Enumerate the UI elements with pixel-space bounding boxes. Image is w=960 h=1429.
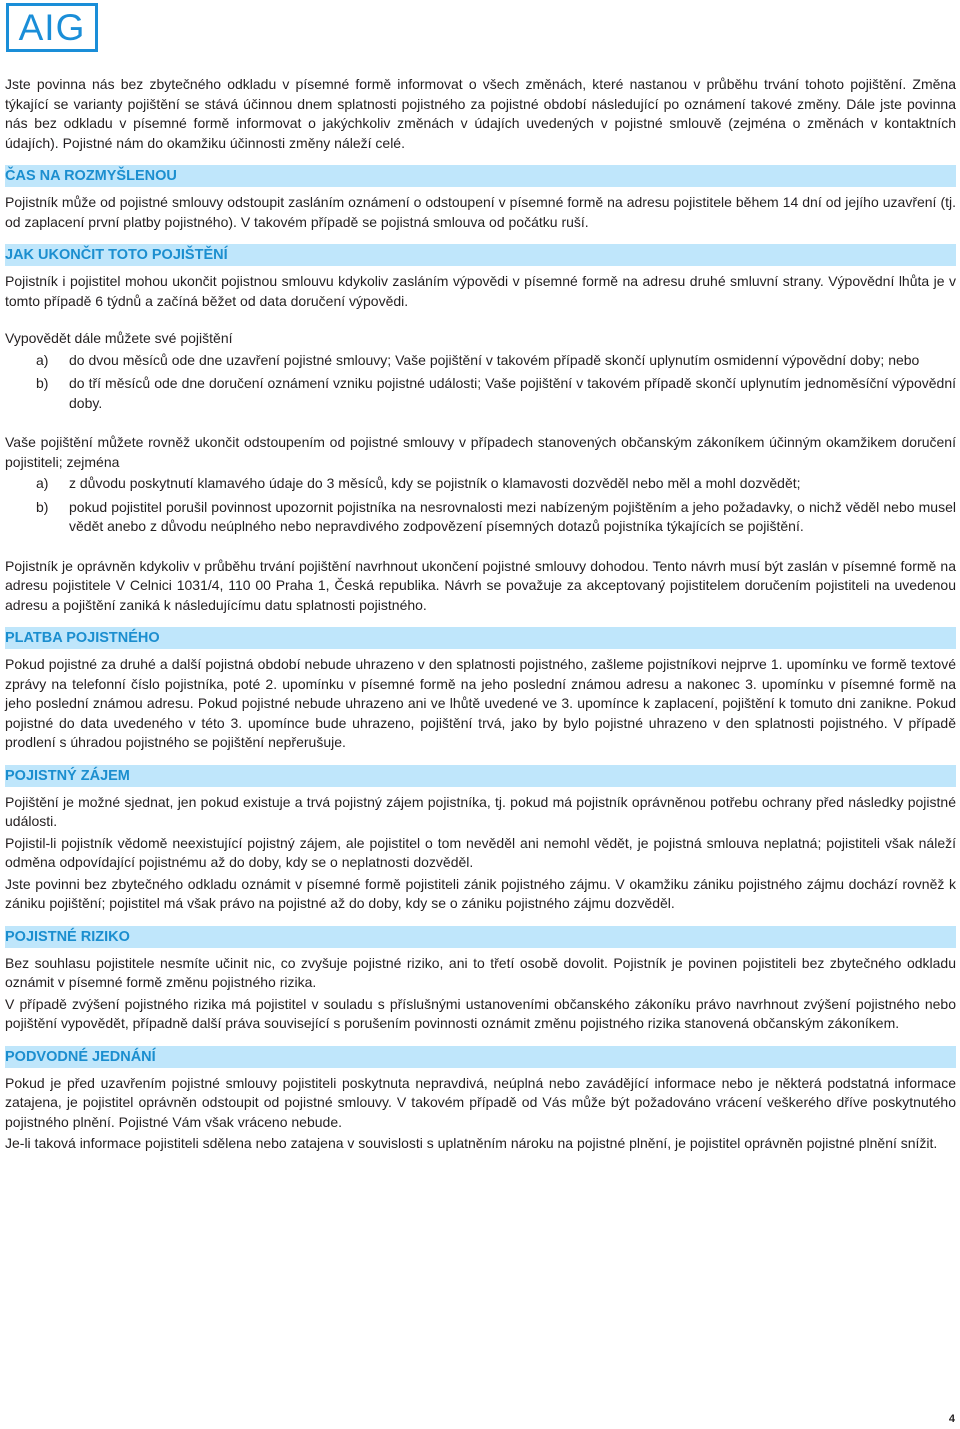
paragraph: Je-li taková informace pojistiteli sdělena nebo zatajena v souvislosti s uplatněním nároku na pojistné plnění, je pojistitel oprávněn pojistné plnění snížit. xyxy=(5,1135,938,1151)
list-item-text: do tří měsíců ode dne doručení oznámení vzniku pojistné události; Vaše pojištění v takovém případě skončí uplynutím jednoměsíční výpovědní doby. xyxy=(69,375,956,411)
list-item xyxy=(5,374,956,413)
section-heading-platba-pojistneho: PLATBA POJISTNÉHO xyxy=(5,627,956,649)
section-heading-pojistne-riziko: POJISTNÉ RIZIKO xyxy=(5,926,956,948)
spacer xyxy=(5,313,956,329)
document-body xyxy=(5,75,956,1156)
paragraph: Pojištění je možné sjednat, jen pokud existuje a trvá pojistný zájem pojistníka, tj. pokud má pojistník oprávněnou potřebu ochrany před následky pojistné události. xyxy=(5,793,956,829)
page-number: 4 xyxy=(948,1413,955,1425)
section-heading-podvodne-jednani: PODVODNÉ JEDNÁNÍ xyxy=(5,1046,956,1068)
paragraph: Pokud pojistné za druhé a další pojistná období nebude uhrazeno v den splatnosti pojistného, zašleme pojistníkovi nejprve 1. upomínku ve formě textové zprávy na telefonní číslo pojistníka, poté 2. upomínku v písemné formě na jeho poslední známou adresu a nakonec 3. upomínku v písemné formě na jeho poslední známou adresu. Pokud pojistné nebude uhrazeno ani ve lhůtě uvedené ve 3. upomínce k zaplacení, pojištění k tomuto dni zanikne. Pokud pojistné do data uvedeného v této 3. upomínce bude uhrazeno, pojištění trvá, jako by bylo pojistné uhrazeno v den splatnosti pojistného. V případě prodlení s úhradou pojistného se pojištění nepřerušuje. xyxy=(5,656,956,750)
paragraph: Vypovědět dále můžete své pojištění xyxy=(5,330,233,346)
spacer xyxy=(5,541,956,557)
paragraph: Pojistil-li pojistník vědomě neexistující pojistný zájem, ale pojistitel o tom nevěděl ani nemohl vědět, je pojistná smlouva neplatná; pojistiteli však náleží odměna odpovídající pojistnému až do doby, kdy se o neplatnosti dozvěděl. xyxy=(5,834,956,870)
paragraph: Pojistník je oprávněn kdykoliv v průběhu trvání pojištění navrhnout ukončení pojistné smlouvy dohodou. Tento návrh musí být zaslán v písemné formě na adresu pojistitele V Celnici 1031/4, 110 00 Praha 1, Česká republika. Návrh se považuje za akceptovaný pojistitelem doručením pojistiteli na uvedenou adresu a pojištění zaniká k následujícímu datu splatnosti pojistného. xyxy=(5,557,956,613)
list-item-text: do dvou měsíců ode dne uzavření pojistné smlouvy; Vaše pojištění v takovém případě skončí uplynutím osmidenní výpovědní doby; nebo xyxy=(69,351,920,368)
section-heading-pojistny-zajem: POJISTNÝ ZÁJEM xyxy=(5,765,956,787)
list-item xyxy=(5,498,956,537)
list-marker: b) xyxy=(36,375,49,391)
paragraph: Pokud je před uzavřením pojistné smlouvy pojistiteli poskytnuta nepravdivá, neúplná nebo zavádějící informace nebo je některá podstatná informace zatajena, je pojistitel oprávněn odstoupit od pojistné smlouvy. V takovém případě od Vás může být požadováno vrácení veškerého dříve poskytnutého pojistného plnění. Pojistné Vám však vráceno nebude. xyxy=(5,1074,956,1130)
list-marker: a) xyxy=(36,351,49,368)
list-marker: b) xyxy=(36,498,49,515)
logo-text: AIG xyxy=(18,7,86,48)
list-item xyxy=(5,474,956,494)
aig-logo xyxy=(6,3,98,52)
section-heading-jak-ukoncit: JAK UKONČIT TOTO POJIŠTĚNÍ xyxy=(5,244,956,266)
list-item-text: pokud pojistitel porušil povinnost upozornit pojistníka na nesrovnalosti mezi nabízeným pojištěním a jeho požadavky, o nichž věděl nebo musel vědět anebo z důvodu neúplného nebo nepravdivého zodpovězení písemných dotazů pojistníka týkajících se pojištění. xyxy=(69,498,956,534)
paragraph: V případě zvýšení pojistného rizika má pojistitel v souladu s příslušnými ustanoveními občanského zákoníku právo navrhnout zvýšení pojistného nebo pojištění vypovědět, případně další práva související s porušením povinnosti oznámit změnu pojistného rizika stanovená občanským zákoníkem. xyxy=(5,995,956,1031)
paragraph: Bez souhlasu pojistitele nesmíte učinit nic, co zvyšuje pojistné riziko, ani to třetí osobě dovolit. Pojistník je povinen pojistiteli bez zbytečného odkladu oznámit v písemné formě změnu pojistného rizika. xyxy=(5,954,956,990)
intro-paragraph: Jste povinna nás bez zbytečného odkladu v písemné formě informovat o všech změnách, které nastanou v průběhu trvání tohoto pojištění. Změna týkající se varianty pojištění se stává účinnou dnem splatnosti pojistného za pojistné období následující po oznámení takové změny. Dále jste povinna nás bez odkladu v písemné formě informovat o jakýchkoliv změnách v údajích uvedených v pojistné smlouvě (zejména o změnách v kontaktních údajích). Pojistné nám do okamžiku účinnosti změny náleží celé. xyxy=(5,76,956,151)
list-marker: a) xyxy=(36,475,49,491)
spacer xyxy=(5,417,956,433)
paragraph: Jste povinni bez zbytečného odkladu oznámit v písemné formě pojistiteli zánik pojistného zájmu. V okamžiku zániku pojistného zájmu dochází rovněž k zániku pojištění; pojistitel má však právo na pojistné až do doby, kdy se o zániku pojistného zájmu dozvěděl. xyxy=(5,875,956,911)
paragraph: Pojistník může od pojistné smlouvy odstoupit zasláním oznámení o odstoupení v písemné formě na adresu pojistitele během 14 dní od jejího uzavření (tj. od zaplacení první platby pojistného). V takovém případě se pojistná smlouva od počátku ruší. xyxy=(5,194,956,230)
paragraph: Vaše pojištění můžete rovněž ukončit odstoupením od pojistné smlouvy v případech stanovených občanským zákoníkem účinným okamžikem doručení pojistiteli; zejména xyxy=(5,434,956,470)
section-heading-cas-na-rozmyslenou: ČAS NA ROZMYŠLENOU xyxy=(5,165,956,187)
cancellation-list xyxy=(5,351,956,414)
list-item-text: z důvodu poskytnutí klamavého údaje do 3 měsíců, kdy se pojistník o klamavosti dozvěděl nebo měl a mohl dozvědět; xyxy=(69,475,801,491)
paragraph: Pojistník i pojistitel mohou ukončit pojistnou smlouvu kdykoliv zasláním výpovědi v písemné formě na adresu druhé smluvní strany. Výpovědní lhůta je v tomto případě 6 týdnů a začíná běžet od data doručení výpovědi. xyxy=(5,273,956,309)
list-item xyxy=(5,351,956,371)
withdrawal-list xyxy=(5,474,956,537)
